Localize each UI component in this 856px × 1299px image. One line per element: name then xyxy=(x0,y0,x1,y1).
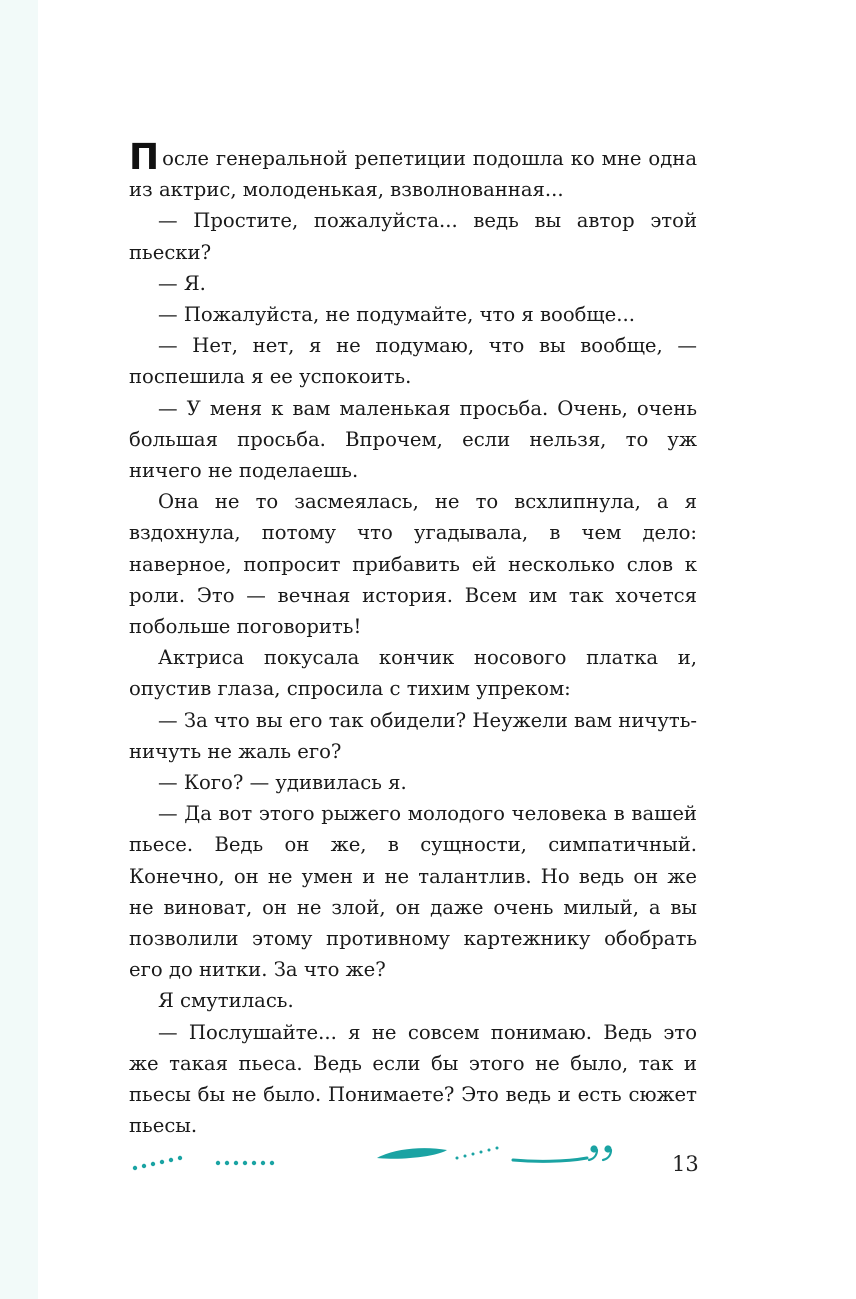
paragraph: — Я. xyxy=(158,271,206,295)
decorative-ornament xyxy=(125,1138,625,1178)
paragraph: Я смутилась. xyxy=(158,989,294,1013)
drop-cap: П xyxy=(129,137,160,178)
paragraph: — За что вы его так обидели? Неужели вам ничуть-ничуть не жаль его? xyxy=(129,708,697,763)
page-edge-strip xyxy=(0,0,38,1299)
paragraph: — Простите, пожалуйста... ведь вы автор этой пьески? xyxy=(129,209,697,264)
paragraph: Она не то засмеялась, не то всхлипнула, а я вздохнула, потому что угадывала, в чем дело: наверное, попросит прибавить ей несколько слов к роли. Это — вечная история. Всем им так хочется побольше поговорить! xyxy=(129,490,697,639)
page-number: 13 xyxy=(672,1152,699,1176)
ornament-dots-middle xyxy=(216,1161,274,1165)
ornament-dots-right xyxy=(456,1147,499,1160)
ornament-tail xyxy=(513,1158,587,1161)
paragraph: — Пожалуйста, не подумайте, что я вообще... xyxy=(158,303,635,327)
ornament-dots-left xyxy=(133,1156,182,1170)
paragraph-text: осле генеральной репетиции подошла ко мне одна из актрис, молоденькая, взволнованная... xyxy=(129,147,697,202)
paragraph: — Да вот этого рыжего молодого человека в вашей пьесе. Ведь он же, в сущности, симпатичный. Конечно, он не умен и не талантлив. Но ведь он же не виноват, он не злой, он даже очень милый, а вы позволили этому противному картежнику обобрать его до нитки. За что же? xyxy=(129,802,697,982)
paragraph: — Нет, нет, я не подумаю, что вы вообще, — поспешила я ее успокоить. xyxy=(129,334,697,389)
paragraph: Актриса покусала кончик носового платка и, опустив глаза, спросила с тихим упреком: xyxy=(129,646,697,701)
first-paragraph xyxy=(129,137,697,205)
paragraph: — Послушайте... я не совсем понимаю. Ведь это же такая пьеса. Ведь если бы этого не было, так и пьесы бы не было. Понимаете? Это ведь и есть сюжет пьесы. xyxy=(129,1020,697,1138)
paragraph: — Кого? — удивилась я. xyxy=(158,771,407,795)
ornament-hooks xyxy=(590,1145,611,1152)
ornament-swash xyxy=(377,1148,447,1159)
paragraph: — У меня к вам маленькая просьба. Очень, очень большая просьба. Впрочем, если нельзя, то уж ничего не поделаешь. xyxy=(129,396,697,483)
body-text xyxy=(129,137,697,1142)
